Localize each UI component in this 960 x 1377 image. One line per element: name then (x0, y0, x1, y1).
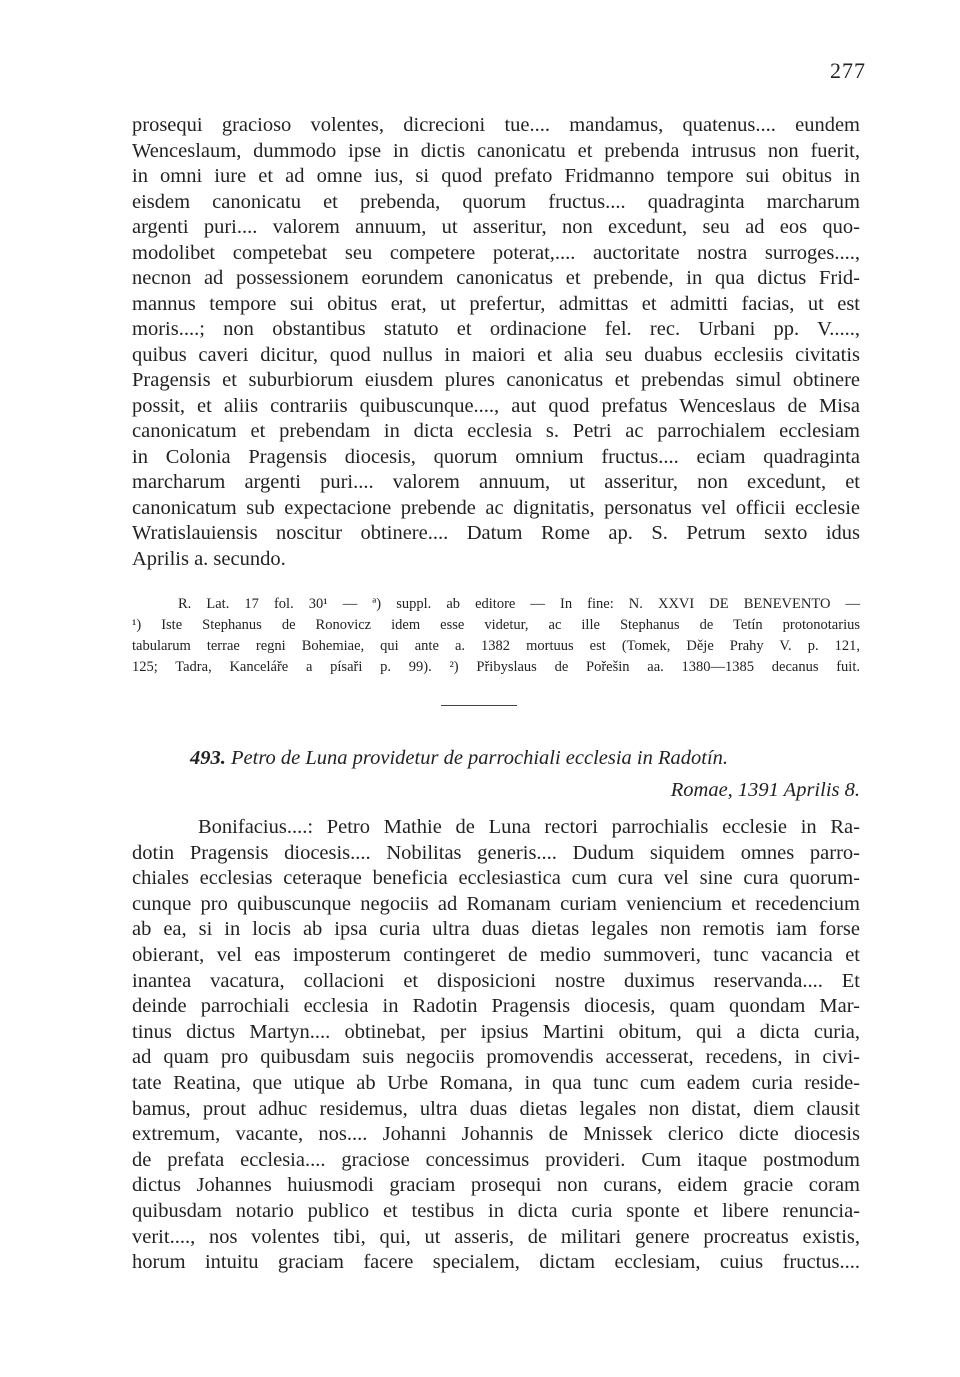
letter-line: tate Reatina, que utique ab Urbe Romana, in qua tunc cum eadem curia reside- (132, 1071, 860, 1094)
footnote-line: ¹) Iste Stephanus de Ronovicz idem esse videtur, ac ille Stephanus de Tetín protonotarius (132, 617, 860, 633)
footnote-line: R. Lat. 17 fol. 30¹ — ª) suppl. ab editore — In fine: N. XXVI DE BENEVENTO — (178, 596, 860, 612)
text-line: possit, et aliis contrariis quibuscunque...., aut quod prefatus Wenceslaus de Misa (132, 394, 860, 417)
letter-line: horum intuitu graciam facere specialem, dictam ecclesiam, cuius fructus.... (132, 1251, 860, 1274)
letter-line: obierant, vel eas imposterum contingeret de medio summoveri, tunc vacancia et (132, 943, 860, 966)
text-line: modolibet competebat seu competere poterat,.... auctoritate nostra surroges...., (132, 241, 860, 264)
letter-line: Bonifacius....: Petro Mathie de Luna rectori parrochialis ecclesie in Ra- (198, 816, 860, 838)
letter-line: ab ea, si in locis ab ipsa curia ultra duas dietas legales non remotis iam forse (132, 918, 860, 941)
text-line: prosequi gracioso volentes, dicrecioni tue.... mandamus, quatenus.... eundem (132, 114, 860, 136)
letter-line: quibusdam notario publico et testibus in dicta curia sponte et libere renuncia- (132, 1199, 860, 1222)
letter-line: tinus dictus Martyn.... obtinebat, per ipsius Martini obitum, qui a dicta curia, (132, 1020, 860, 1043)
document-number: 493. (190, 747, 226, 769)
letter-line: bamus, prout adhuc residemus, ultra duas dietas legales non distat, diem clausit (132, 1097, 860, 1120)
text-line: canonicatum sub expectacione prebende ac dignitatis, personatus vel officii ecclesie (132, 496, 860, 519)
letter-line: chiales ecclesias ceteraque beneficia ecclesiastica cum cura vel sine cura quorum- (132, 867, 860, 890)
text-line: mannus tempore sui obitus erat, ut prefertur, admittas et admitti facias, ut est (132, 292, 860, 315)
letter-line: dictus Johannes huiusmodi graciam prosequi non curans, eidem gracie coram (132, 1174, 860, 1197)
section-divider (441, 705, 517, 706)
letter-line: extremum, vacante, nos.... Johanni Johannis de Mnissek clerico dicte diocesis (132, 1123, 860, 1146)
text-line: Wenceslaum, dummodo ipse in dictis canonicatu et prebenda intrusus non fuerit, (132, 139, 860, 162)
footnote-line: tabularum terrae regni Bohemiae, qui ante a. 1382 mortuus est (Tomek, Děje Prahy V. p. 121, (132, 638, 860, 654)
text-line: in omni iure et ad omne ius, si quod prefato Fridmanno tempore sui obitus in (132, 165, 860, 187)
text-line: moris....; non obstantibus statuto et ordinacione fel. rec. Urbani pp. V....., (132, 318, 860, 340)
text-line: Pragensis et suburbiorum eiusdem plures canonicatus et prebendas simul obtinere (132, 369, 860, 391)
letter-line: de prefata ecclesia.... graciose concessimus provideri. Cum itaque postmodum (132, 1148, 860, 1171)
text-line: argenti puri.... valorem annuum, ut asseritur, non excedunt, seu ad eos quo- (132, 216, 860, 238)
letter-line: dotin Pragensis diocesis.... Nobilitas generis.... Dudum siquidem omnes parro- (132, 841, 860, 864)
letter-text (132, 815, 860, 1276)
document-heading (132, 742, 860, 806)
text-line: marcharum argenti puri.... valorem annuum, ut asseritur, non excedunt, et (132, 471, 860, 493)
letter-line: deinde parrochiali ecclesia in Radotin Pragensis diocesis, quam quondam Mar- (132, 995, 860, 1018)
text-line: necnon ad possessionem eorundem canonicatus et prebende, in qua dictus Frid- (132, 267, 860, 289)
footnotes (132, 594, 860, 678)
page-number: 277 (830, 58, 866, 83)
letter-line: verit...., nos volentes tibi, qui, ut asseris, de militari genere procreatus existis, (132, 1225, 860, 1248)
main-text (132, 113, 860, 572)
document-title-text: Petro de Luna providetur de parrochiali ecclesia in Radotín. (225, 747, 729, 769)
text-line: eisdem canonicatu et prebenda, quorum fructus.... quadraginta marcharum (132, 190, 860, 213)
text-line: quibus caveri dicitur, quod nullus in maiori et alia seu duabus ecclesiis civitatis (132, 343, 860, 366)
letter-line: ad quam pro quibusdam suis negociis promovendis accesserat, recedens, in civi- (132, 1046, 860, 1069)
document-place-date: Romae, 1391 Aprilis 8. (670, 779, 860, 801)
document-title (132, 742, 860, 774)
text-line: in Colonia Pragensis diocesis, quorum omnium fructus.... eciam quadraginta (132, 445, 860, 468)
text-line: Wratislauiensis noscitur obtinere.... Datum Rome ap. S. Petrum sexto idus (132, 522, 860, 544)
text-line: Aprilis a. secundo. (132, 547, 286, 570)
text-line: canonicatum et prebendam in dicta ecclesia s. Petri ac parrochialem ecclesiam (132, 420, 860, 442)
footnote-line: 125; Tadra, Kanceláře a písaři p. 99). ²) Přibyslaus de Pořešin aa. 1380—1385 decanus fuit. (132, 659, 860, 675)
letter-line: inantea vacatura, collacioni et disposicioni nostre duximus reservanda.... Et (132, 969, 860, 992)
letter-line: cunque pro quibuscunque negociis ad Romanam curiam veniencium et recedencium (132, 892, 860, 915)
